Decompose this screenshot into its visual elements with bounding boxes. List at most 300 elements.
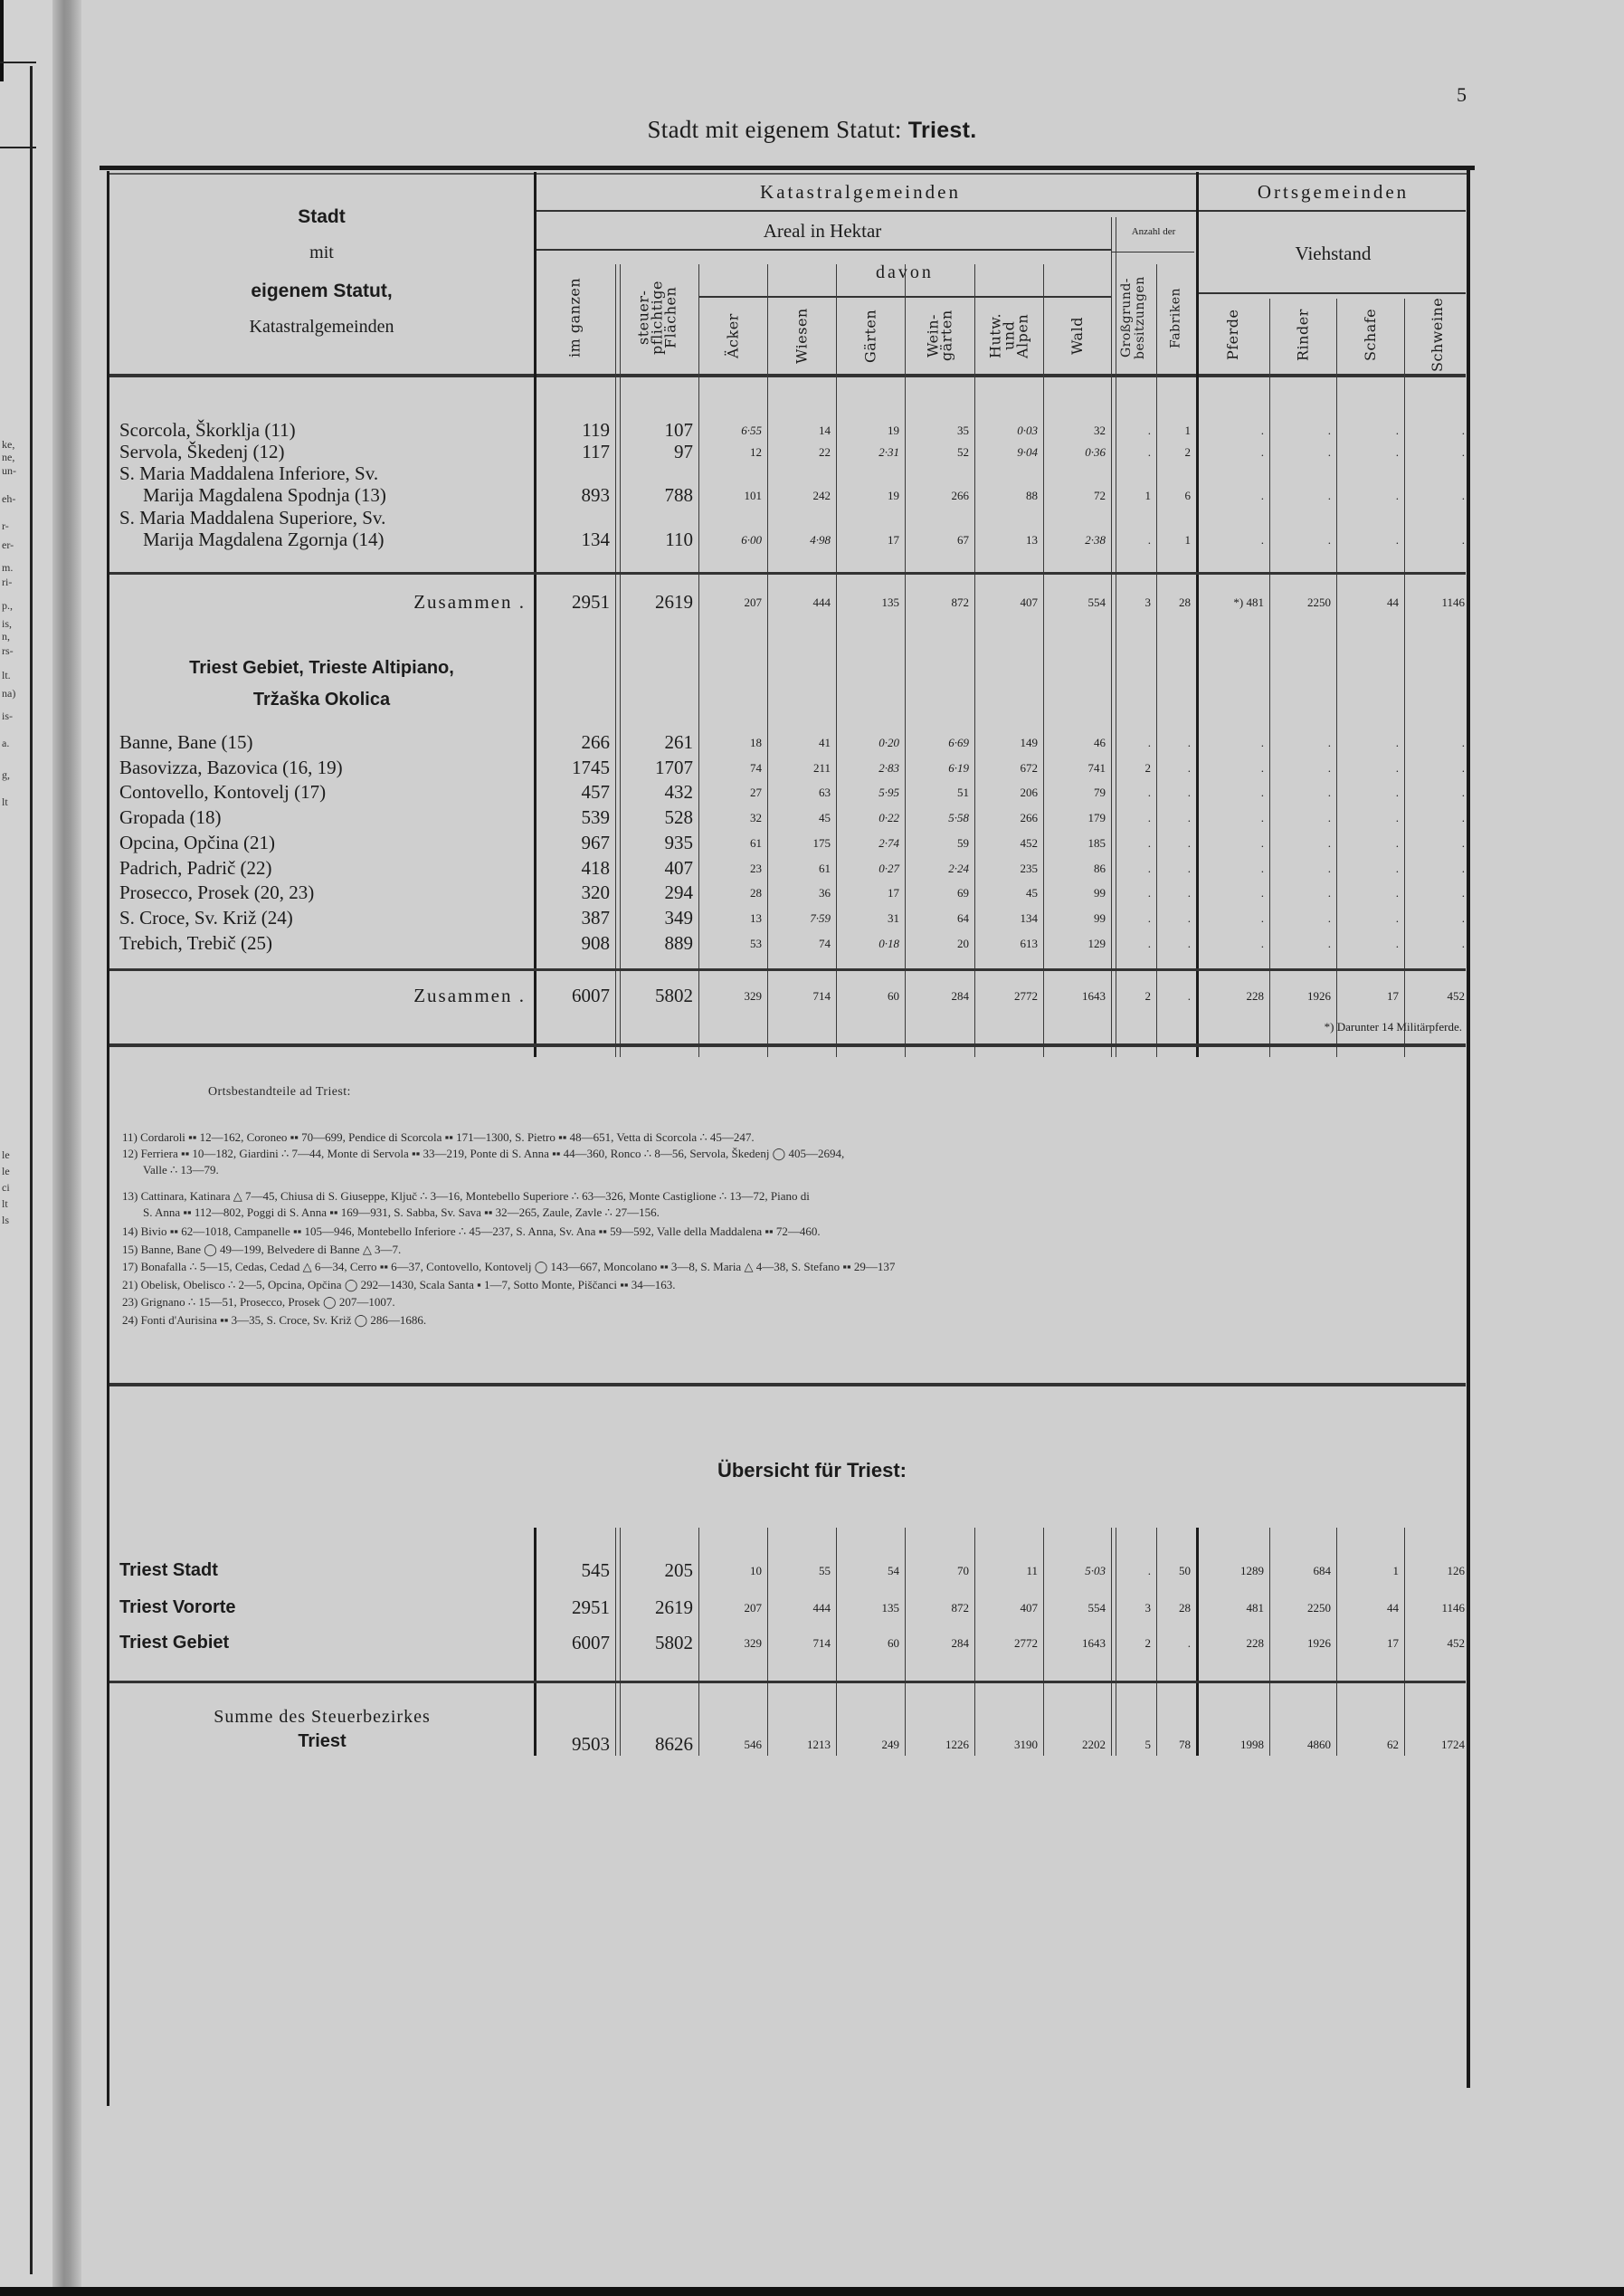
table-cell: 684 bbox=[1313, 1564, 1331, 1577]
table-cell: 74 bbox=[750, 760, 762, 775]
table-cell: 6 bbox=[1184, 489, 1191, 502]
table-cell: . bbox=[1260, 445, 1264, 459]
footnote-line: 12) Ferriera ▪▪ 10—182, Giardini ∴ 7—44, Monte di Servola ▪▪ 33—219, Ponte di S. Anna ▪▪ 44—360, Ronco ∴ 8—56, Servola, Škedenj ◯ 405—2694, bbox=[122, 1147, 845, 1160]
col-wiesen-header: Wiesen bbox=[793, 308, 811, 364]
table-cell: 235 bbox=[1020, 861, 1038, 875]
table-cell: 135 bbox=[881, 595, 899, 609]
table-cell: . bbox=[1187, 910, 1191, 925]
table-cell: 3 bbox=[1144, 1601, 1151, 1615]
table-cell: 2202 bbox=[1082, 1738, 1106, 1751]
table-cell: 1213 bbox=[807, 1738, 831, 1751]
table-cell: 63 bbox=[819, 786, 831, 800]
table-cell: 788 bbox=[664, 484, 693, 506]
table-cell: 134 bbox=[1020, 910, 1038, 925]
table-cell: . bbox=[1461, 533, 1465, 547]
table-cell: 407 bbox=[1020, 595, 1038, 609]
table-cell: 2250 bbox=[1307, 1601, 1331, 1615]
margin-fragment: ke, bbox=[2, 438, 15, 451]
table-cell: . bbox=[1461, 445, 1465, 459]
table-cell: . bbox=[1260, 760, 1264, 775]
table-cell: . bbox=[1461, 760, 1465, 775]
table-cell: 242 bbox=[812, 489, 831, 502]
table-cell: 5802 bbox=[655, 1632, 693, 1653]
table-cell: 107 bbox=[664, 419, 693, 441]
table-cell: . bbox=[1395, 910, 1399, 925]
table-cell: 554 bbox=[1087, 595, 1106, 609]
table-cell: 294 bbox=[664, 881, 693, 904]
col-hutweiden-header: Hutw. und Alpen bbox=[986, 312, 1031, 359]
section-title: Tržaška Okolica bbox=[252, 690, 391, 710]
viehstand-header: Viehstand bbox=[1295, 243, 1372, 264]
col-wald-header: Wald bbox=[1068, 317, 1086, 355]
table-cell: . bbox=[1395, 886, 1399, 900]
table-cell: 3190 bbox=[1014, 1738, 1038, 1751]
table-cell: . bbox=[1147, 886, 1151, 900]
table-cell: 2·83 bbox=[878, 760, 899, 775]
table-cell: 4860 bbox=[1307, 1738, 1331, 1751]
table-cell: 387 bbox=[581, 906, 610, 929]
table-cell: 44 bbox=[1387, 595, 1399, 609]
table-cell: . bbox=[1260, 786, 1264, 800]
table-cell: 1926 bbox=[1307, 1636, 1331, 1650]
table-cell: 872 bbox=[951, 1601, 969, 1615]
horizontal-rule bbox=[109, 1383, 1466, 1386]
table-cell: 117 bbox=[582, 441, 610, 462]
table-cell: . bbox=[1260, 936, 1264, 950]
margin-fragment: ls bbox=[2, 1214, 10, 1226]
table-cell: . bbox=[1147, 936, 1151, 950]
table-cell: 6007 bbox=[572, 985, 610, 1006]
table-cell: 714 bbox=[812, 989, 831, 1003]
table-cell: 2 bbox=[1144, 989, 1151, 1003]
table-cell: 134 bbox=[581, 529, 610, 550]
table-cell: . bbox=[1147, 445, 1151, 459]
table-cell: 261 bbox=[664, 731, 693, 753]
col-schafe-header: Schafe bbox=[1362, 308, 1379, 362]
table-cell: 17 bbox=[1387, 1636, 1399, 1650]
table-cell: 672 bbox=[1020, 760, 1038, 775]
table-cell: . bbox=[1260, 533, 1264, 547]
kataster-header: Katastralgemeinden bbox=[760, 181, 961, 203]
col-gaerten-header: Gärten bbox=[861, 309, 879, 363]
table-cell: 2·31 bbox=[878, 445, 899, 459]
footnote-line: 23) Grignano ∴ 15—51, Prosecco, Prosek ◯ 207—1007. bbox=[122, 1295, 395, 1309]
left-border bbox=[107, 171, 109, 2106]
table-cell: 31 bbox=[888, 910, 899, 925]
table-cell: 1998 bbox=[1240, 1738, 1264, 1751]
table-cell: . bbox=[1260, 910, 1264, 925]
summary-total-label: Summe des Steuerbezirkes bbox=[214, 1707, 431, 1727]
table-cell: 72 bbox=[1094, 489, 1106, 502]
table-cell: 2772 bbox=[1014, 1636, 1038, 1650]
col-pferde-header: Pferde bbox=[1224, 309, 1241, 361]
margin-fragment: r- bbox=[2, 519, 9, 532]
margin-fragment: eh- bbox=[2, 492, 16, 505]
row-label: Opcina, Opčina (21) bbox=[119, 831, 276, 853]
table-cell: 0·18 bbox=[878, 936, 899, 950]
col-weingaerten-header: Wein-gärten bbox=[924, 310, 955, 362]
table-cell: 1289 bbox=[1240, 1564, 1264, 1577]
table-cell: 6·00 bbox=[741, 533, 762, 547]
margin-fragment: na) bbox=[2, 687, 16, 700]
table-cell: 17 bbox=[888, 886, 899, 900]
summary-row-label: Triest Vororte bbox=[119, 1597, 236, 1617]
margin-fragment: lt. bbox=[2, 669, 11, 681]
book-gutter bbox=[52, 0, 81, 2296]
table-cell: . bbox=[1327, 886, 1331, 900]
row-label: S. Maria Maddalena Inferiore, Sv. bbox=[119, 462, 379, 484]
footnote-line: S. Anna ▪▪ 112—802, Poggi di S. Anna ▪▪ 169—931, S. Sabba, Sv. Sava ▪▪ 32—265, Zaule, Zavle ∴ 27—156. bbox=[143, 1205, 660, 1219]
table-cell: . bbox=[1327, 736, 1331, 749]
table-cell: 126 bbox=[1447, 1564, 1465, 1577]
row-label: Prosecco, Prosek (20, 23) bbox=[119, 881, 315, 904]
table-cell: . bbox=[1395, 445, 1399, 459]
table-cell: . bbox=[1260, 835, 1264, 850]
table-cell: 2772 bbox=[1014, 989, 1038, 1003]
summary-total-label: Triest bbox=[298, 1731, 347, 1751]
table-cell: 32 bbox=[1094, 424, 1106, 437]
table-cell: 99 bbox=[1094, 910, 1106, 925]
table-cell: 11 bbox=[1026, 1564, 1038, 1577]
ortsgemeinden-header: Ortsgemeinden bbox=[1257, 181, 1410, 203]
table-cell: 0·36 bbox=[1085, 445, 1106, 459]
table-cell: 44 bbox=[1387, 1601, 1399, 1615]
table-cell: 1745 bbox=[572, 756, 610, 778]
table-cell: 32 bbox=[750, 811, 762, 825]
table-cell: 228 bbox=[1246, 989, 1264, 1003]
table-cell: 545 bbox=[581, 1559, 610, 1581]
table-cell: 61 bbox=[750, 835, 762, 850]
table-cell: . bbox=[1260, 861, 1264, 875]
table-cell: . bbox=[1187, 989, 1191, 1003]
table-cell: 211 bbox=[812, 760, 831, 775]
table-cell: . bbox=[1395, 936, 1399, 950]
table-cell: 0·27 bbox=[878, 861, 899, 875]
table-cell: . bbox=[1187, 886, 1191, 900]
table-cell: . bbox=[1461, 936, 1465, 950]
horizontal-rule bbox=[1196, 210, 1466, 212]
table-cell: . bbox=[1395, 811, 1399, 825]
row-label: S. Maria Maddalena Superiore, Sv. bbox=[119, 507, 386, 529]
table-cell: 10 bbox=[750, 1564, 762, 1577]
table-cell: . bbox=[1327, 910, 1331, 925]
page-number: 5 bbox=[1457, 83, 1467, 106]
footnote-line: 21) Obelisk, Obelisco ∴ 2—5, Opcina, Opčina ◯ 292—1430, Scala Santa ▪ 1—7, Sotto Monte, Piščanci ▪▪ 34—163. bbox=[122, 1278, 676, 1291]
table-cell: 2951 bbox=[572, 591, 610, 613]
table-cell: 41 bbox=[819, 736, 831, 749]
table-cell: 20 bbox=[957, 936, 969, 950]
running-head-prefix: Stadt mit eigenem Statut: bbox=[647, 116, 908, 143]
margin-fragment: is- bbox=[2, 710, 13, 722]
table-cell: . bbox=[1461, 835, 1465, 850]
footnote-line: Valle ∴ 13—79. bbox=[143, 1163, 219, 1177]
table-cell: 135 bbox=[881, 1601, 899, 1615]
table-cell: 110 bbox=[665, 529, 693, 550]
table-cell: *) 481 bbox=[1233, 595, 1264, 609]
table-cell: . bbox=[1260, 489, 1264, 502]
summary-row-label: Triest Gebiet bbox=[119, 1633, 230, 1653]
table-cell: 0·22 bbox=[878, 811, 899, 825]
row-label: Scorcola, Škorklja (11) bbox=[119, 419, 296, 441]
table-cell: 6007 bbox=[572, 1632, 610, 1653]
prev-page-border bbox=[30, 66, 33, 2274]
margin-fragment: g, bbox=[2, 768, 10, 781]
table-cell: 14 bbox=[819, 424, 831, 437]
table-cell: 0·20 bbox=[878, 736, 899, 749]
footnote-line: 17) Bonafalla ∴ 5—15, Cedas, Cedad △ 6—34, Cerro ▪▪ 6—37, Contovello, Kontovelj ◯ 143—667, Moncolano ▪▪ 3—8, S. Maria △ 4—38, S. Stefano ▪▪ 29—137 bbox=[122, 1260, 896, 1273]
table-cell: 1643 bbox=[1082, 1636, 1106, 1650]
previous-page-edge bbox=[0, 0, 52, 2296]
footnote-line: 14) Bivio ▪▪ 62—1018, Campanelle ▪▪ 105—946, Montebello Inferiore ∴ 45—237, S. Anna, Sv. Ana ▪▪ 59—592, Valle della Maddalena ▪▪ 72—460. bbox=[122, 1224, 821, 1238]
table-cell: 266 bbox=[951, 489, 969, 502]
table-cell: . bbox=[1147, 861, 1151, 875]
table-cell: 70 bbox=[957, 1564, 969, 1577]
col-im-ganzen-header: im ganzen bbox=[565, 277, 584, 358]
table-cell: 2250 bbox=[1307, 595, 1331, 609]
table-cell: 5·58 bbox=[948, 811, 969, 825]
margin-fragment: rs- bbox=[2, 644, 14, 657]
table-cell: 2619 bbox=[655, 1596, 693, 1618]
table-cell: 54 bbox=[888, 1564, 899, 1577]
table-cell: 1 bbox=[1184, 424, 1191, 437]
table-cell: 452 bbox=[1447, 989, 1465, 1003]
table-cell: 935 bbox=[664, 831, 693, 853]
table-cell: 45 bbox=[819, 811, 831, 825]
margin-fragment: m. bbox=[2, 561, 14, 574]
table-cell: 266 bbox=[1020, 811, 1038, 825]
table-cell: . bbox=[1187, 861, 1191, 875]
table-cell: 1724 bbox=[1441, 1738, 1465, 1751]
table-cell: 12 bbox=[750, 445, 762, 459]
table-cell: . bbox=[1395, 489, 1399, 502]
margin-fragment: un- bbox=[2, 464, 16, 477]
table-cell: 284 bbox=[951, 989, 969, 1003]
table-cell: . bbox=[1461, 736, 1465, 749]
table-cell: 613 bbox=[1020, 936, 1038, 950]
horizontal-rule bbox=[1111, 210, 1196, 212]
table-cell: . bbox=[1461, 489, 1465, 502]
table-cell: 444 bbox=[812, 1601, 831, 1615]
table-cell: . bbox=[1187, 835, 1191, 850]
margin-fragment: p., bbox=[2, 599, 13, 612]
table-cell: 129 bbox=[1087, 936, 1106, 950]
binding-shadow bbox=[0, 0, 4, 81]
table-cell: . bbox=[1395, 861, 1399, 875]
table-cell: 5802 bbox=[655, 985, 693, 1006]
table-cell: 228 bbox=[1246, 1636, 1264, 1650]
table-cell: . bbox=[1260, 886, 1264, 900]
table-cell: 62 bbox=[1387, 1738, 1399, 1751]
table-cell: 17 bbox=[888, 533, 899, 547]
table-cell: . bbox=[1461, 811, 1465, 825]
table-cell: . bbox=[1395, 760, 1399, 775]
table-cell: 4·98 bbox=[810, 533, 831, 547]
row-label: Trebich, Trebič (25) bbox=[119, 931, 272, 954]
margin-fragment: is, bbox=[2, 617, 13, 630]
table-cell: 1 bbox=[1184, 533, 1191, 547]
horizontal-rule bbox=[109, 374, 1466, 377]
margin-fragment: ne, bbox=[2, 451, 15, 463]
col-schweine-header: Schweine bbox=[1429, 297, 1446, 373]
margin-fragment: le bbox=[2, 1148, 10, 1161]
table-cell: 3 bbox=[1144, 595, 1151, 609]
margin-fragment: lt bbox=[2, 1197, 8, 1210]
table-cell: 13 bbox=[750, 910, 762, 925]
table-cell: 207 bbox=[744, 1601, 762, 1615]
table-cell: 23 bbox=[750, 861, 762, 875]
margin-fragment: lt bbox=[2, 796, 8, 808]
table-cell: 329 bbox=[744, 1636, 762, 1650]
table-cell: . bbox=[1395, 424, 1399, 437]
table-cell: . bbox=[1187, 1636, 1191, 1650]
table-cell: 119 bbox=[582, 419, 610, 441]
table-cell: 97 bbox=[674, 441, 693, 462]
table-cell: . bbox=[1461, 424, 1465, 437]
table-cell: . bbox=[1327, 760, 1331, 775]
table-cell: 28 bbox=[1179, 1601, 1191, 1615]
table-cell: 53 bbox=[750, 936, 762, 950]
table-cell: 418 bbox=[581, 856, 610, 879]
table-cell: 1643 bbox=[1082, 989, 1106, 1003]
table-cell: . bbox=[1187, 811, 1191, 825]
table-cell: . bbox=[1395, 736, 1399, 749]
table-cell: 2 bbox=[1144, 760, 1151, 775]
table-cell: 889 bbox=[664, 931, 693, 954]
table-cell: 149 bbox=[1020, 736, 1038, 749]
table-cell: 539 bbox=[581, 806, 610, 829]
table-cell: 74 bbox=[819, 936, 831, 950]
table-cell: 452 bbox=[1447, 1636, 1465, 1650]
table-cell: 6·69 bbox=[948, 736, 969, 749]
table-cell: 2·38 bbox=[1085, 533, 1106, 547]
table-cell: . bbox=[1395, 533, 1399, 547]
table-cell: . bbox=[1461, 886, 1465, 900]
table-cell: . bbox=[1461, 786, 1465, 800]
table-cell: . bbox=[1147, 736, 1151, 749]
table-cell: . bbox=[1327, 811, 1331, 825]
margin-fragment: le bbox=[2, 1165, 10, 1177]
table-cell: . bbox=[1187, 760, 1191, 775]
table-cell: 79 bbox=[1094, 786, 1106, 800]
table-cell: 28 bbox=[1179, 595, 1191, 609]
footnote-line: 13) Cattinara, Katinara △ 7—45, Chiusa di S. Giuseppe, Ključ ∴ 3—16, Montebello Superiore ∴ 63—326, Monte Castiglione ∴ 13—72, Piano di bbox=[122, 1189, 810, 1203]
horizontal-rule bbox=[1196, 292, 1466, 294]
table-cell: . bbox=[1147, 835, 1151, 850]
table-cell: 546 bbox=[744, 1738, 762, 1751]
summary-title: Übersicht für Triest: bbox=[717, 1459, 907, 1481]
table-cell: 175 bbox=[812, 835, 831, 850]
table-cell: . bbox=[1327, 489, 1331, 502]
table-cell: 349 bbox=[664, 906, 693, 929]
table-cell: 35 bbox=[957, 424, 969, 437]
running-head-city: Triest. bbox=[907, 118, 977, 143]
horizontal-rule bbox=[109, 1681, 1466, 1683]
table-cell: 61 bbox=[819, 861, 831, 875]
col-aecker-header: Äcker bbox=[724, 313, 742, 358]
table-cell: . bbox=[1187, 936, 1191, 950]
horizontal-rule bbox=[109, 1043, 1466, 1047]
stub-header-line1: Stadt bbox=[298, 206, 346, 227]
table-cell: 50 bbox=[1179, 1564, 1191, 1577]
row-label: Gropada (18) bbox=[119, 806, 222, 829]
stub-header-line2: mit bbox=[309, 243, 334, 262]
table-cell: 893 bbox=[581, 484, 610, 506]
table-cell: . bbox=[1327, 835, 1331, 850]
table-cell: 554 bbox=[1087, 1601, 1106, 1615]
table-cell: 55 bbox=[819, 1564, 831, 1577]
col-steuerpflichtig-header: steuer-pflichtige Flächen bbox=[634, 281, 679, 355]
table-cell: 6·19 bbox=[948, 760, 969, 775]
table-cell: . bbox=[1260, 424, 1264, 437]
table-cell: 2619 bbox=[655, 591, 693, 613]
table-cell: 1146 bbox=[1441, 595, 1465, 609]
table-cell: 1926 bbox=[1307, 989, 1331, 1003]
table-cell: 59 bbox=[957, 835, 969, 850]
table-cell: 9503 bbox=[572, 1733, 610, 1755]
col-fabriken-header: Fabriken bbox=[1168, 287, 1183, 348]
margin-fragment: a. bbox=[2, 737, 10, 749]
table-cell: 1 bbox=[1144, 489, 1151, 502]
table-cell: . bbox=[1260, 811, 1264, 825]
prev-page-rule bbox=[0, 62, 36, 63]
table-cell: . bbox=[1327, 861, 1331, 875]
stub-header-line4: Katastralgemeinden bbox=[249, 317, 394, 337]
table-cell: 36 bbox=[819, 886, 831, 900]
table-cell: 2 bbox=[1184, 445, 1191, 459]
table-cell: 88 bbox=[1026, 489, 1038, 502]
table-cell: 28 bbox=[750, 886, 762, 900]
table-cell: 266 bbox=[581, 731, 610, 753]
table-cell: 528 bbox=[664, 806, 693, 829]
table-cell: 457 bbox=[581, 781, 610, 804]
table-cell: . bbox=[1327, 424, 1331, 437]
anzahl-header: Anzahl der bbox=[1131, 226, 1176, 237]
table-cell: . bbox=[1147, 424, 1151, 437]
table-cell: 908 bbox=[581, 931, 610, 954]
margin-fragment: er- bbox=[2, 538, 14, 551]
table-cell: . bbox=[1327, 533, 1331, 547]
table-cell: 444 bbox=[812, 595, 831, 609]
horizontal-rule bbox=[534, 210, 1111, 212]
table-cell: 320 bbox=[581, 881, 610, 904]
table-cell: 78 bbox=[1179, 1738, 1191, 1751]
table-cell: 13 bbox=[1026, 533, 1038, 547]
col-rinder-header: Rinder bbox=[1294, 309, 1312, 361]
table-cell: . bbox=[1187, 786, 1191, 800]
table-cell: 2951 bbox=[572, 1596, 610, 1618]
table-cell: . bbox=[1461, 861, 1465, 875]
table-cell: 249 bbox=[881, 1738, 899, 1751]
row-label: Marija Magdalena Spodnja (13) bbox=[143, 484, 386, 506]
table-cell: 46 bbox=[1094, 736, 1106, 749]
footnote-line: 15) Banne, Bane ◯ 49—199, Belvedere di Banne △ 3—7. bbox=[122, 1243, 402, 1256]
row-label: Contovello, Kontovelj (17) bbox=[119, 781, 327, 804]
table-cell: 7·59 bbox=[810, 910, 831, 925]
scan-edge bbox=[0, 2287, 1624, 2296]
row-label: Marija Magdalena Zgornja (14) bbox=[143, 529, 385, 550]
table-cell: 1707 bbox=[655, 756, 693, 778]
table-cell: 64 bbox=[957, 910, 969, 925]
row-label: Padrich, Padrič (22) bbox=[119, 856, 272, 879]
table-cell: 2 bbox=[1144, 1636, 1151, 1650]
horizontal-rule bbox=[109, 572, 1466, 575]
table-cell: 205 bbox=[664, 1559, 693, 1581]
footnote-militaerpferde: *) Darunter 14 Militärpferde. bbox=[1324, 1020, 1462, 1034]
table-cell: . bbox=[1327, 445, 1331, 459]
table-cell: 22 bbox=[819, 445, 831, 459]
subtotal-label: Zusammen . bbox=[413, 591, 526, 613]
table-cell: 9·04 bbox=[1017, 445, 1038, 459]
